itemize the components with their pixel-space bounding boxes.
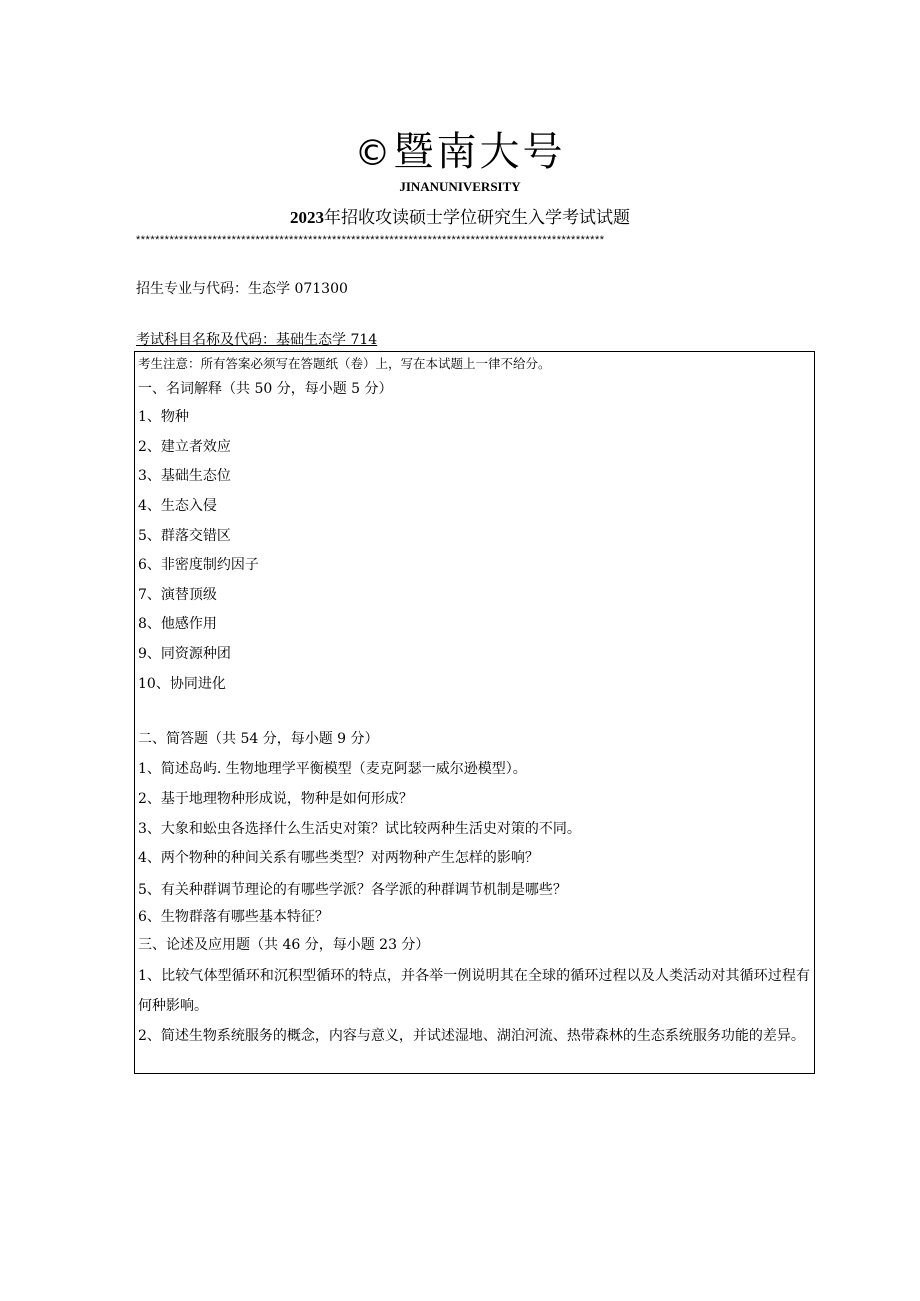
logo-text: 暨南大号 <box>393 129 566 175</box>
list-item: 1、简述岛屿. 生物地理学平衡模型（麦克阿瑟一威尔逊模型）。 <box>138 761 527 777</box>
exam-title-text: 年招收攻读硕士学位研究生入学考试试题 <box>324 208 630 228</box>
subject-and-code: 考试科目名称及代码：基础生态学 714 <box>136 332 378 348</box>
list-item: 3、基础生态位 <box>138 468 231 484</box>
section-heading: 三、论述及应用题（共 46 分，每小题 23 分） <box>138 937 430 953</box>
major-and-code: 招生专业与代码：生态学 071300 <box>136 281 348 297</box>
list-item: 2、简述生物系统服务的概念，内容与意义，并试述湿地、湖泊河流、热带森林的生态系统服务功能的差异。 <box>138 1028 805 1044</box>
section-heading: 一、名词解释（共 50 分，每小题 5 分） <box>138 381 393 397</box>
list-item: 4、两个物种的种间关系有哪些类型？对两物种产生怎样的影响？ <box>138 850 539 866</box>
section-heading: 二、简答题（共 54 分，每小题 9 分） <box>138 731 379 747</box>
university-english-name: JINANUNIVERSITY <box>399 179 521 194</box>
question-box <box>134 351 815 1074</box>
list-item: 1、物种 <box>138 409 189 425</box>
list-item: 10、协同进化 <box>138 676 226 692</box>
candidate-notice: 考生注意：所有答案必须写在答题纸（卷）上，写在本试题上一律不给分。 <box>138 356 551 371</box>
list-item: 3、大象和蚣虫各选择什么生活史对策？试比较两种生活史对策的不同。 <box>138 821 581 837</box>
university-logo <box>0 128 920 178</box>
list-item: 7、演替顶级 <box>138 587 217 603</box>
exam-year: 2023 <box>290 208 324 227</box>
logo-emblem-icon: © <box>354 133 394 174</box>
exam-title <box>0 203 920 228</box>
list-item: 1、比较气体型循环和沉积型循环的特点，并各举一例说明其在全球的循环过程以及人类活动对其循环过程有何种影响。 <box>138 968 810 1014</box>
list-item: 6、生物群落有哪些基本特征？ <box>138 909 329 925</box>
list-item: 5、群落交错区 <box>138 528 231 544</box>
list-item: 4、生态入侵 <box>138 498 217 514</box>
list-item: 2、建立者效应 <box>138 439 231 455</box>
list-item: 6、非密度制约因子 <box>138 557 259 573</box>
list-item: 8、他感作用 <box>138 616 217 632</box>
list-item: 5、有关种群调节理论的有哪些学派？各学派的种群调节机制是哪些？ <box>138 882 567 898</box>
list-item: 2、基于地理物种形成说，物种是如何形成？ <box>138 791 413 807</box>
list-item: 9、同资源种团 <box>138 646 231 662</box>
star-divider: ************************************************************************************************** <box>136 234 605 246</box>
